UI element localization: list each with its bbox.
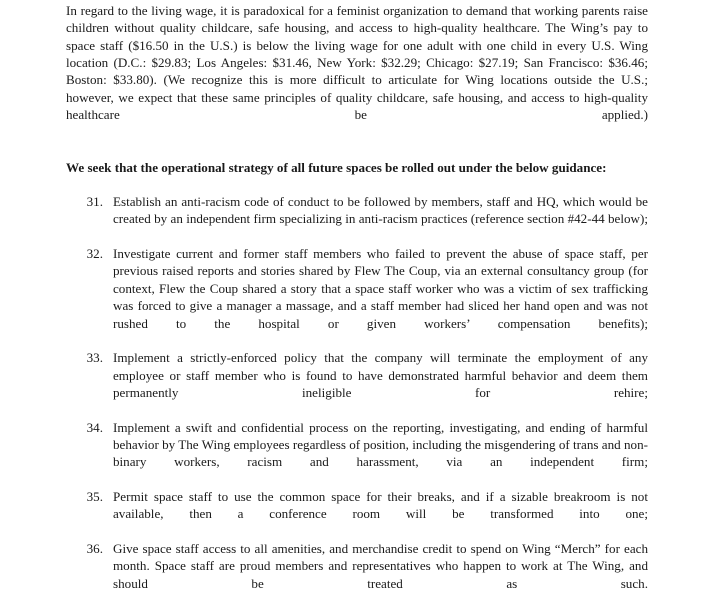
list-item-number: 33. (86, 350, 103, 366)
list-item-text: Permit space staff to use the common space for their breaks, and if a sizable breakroom is not available, then a conference room will be transformed into one; (113, 488, 648, 522)
list-item-text: Investigate current and former staff members who failed to prevent the abuse of space staff, per previous raised reports and stories shared by Flew The Coup, via an external consultancy group (for context, Flew the Coup shared a story that a space staff worker who was a victim of sex trafficking was forced to give a manager a massage, and a staff member had sliced her hand open and was not rushed to the hospital or given workers’ compensation benefits); (113, 246, 648, 331)
list-item (66, 488, 648, 540)
document-content (66, 2, 648, 609)
paragraph-living-wage: In regard to the living wage, it is paradoxical for a feminist organization to demand that working parents raise children without quality childcare, safe housing, and access to high-quality healthcare. The Wing’s pay to space staff ($16.50 in the U.S.) is below the living wage for one adult with one child in every U.S. Wing location (D.C.: $29.83; Los Angeles: $31.46, New York: $32.29; Chicago: $27.19; San Francisco: $36.46; Boston: $33.80). (We recognize this is more difficult to articulate for Wing locations outside the U.S.; however, we expect that these same principles of quality childcare, safe housing, and access to high-quality healthcare be applied.) (66, 3, 648, 123)
list-item-number: 35. (86, 488, 103, 504)
list-item-text: Give space staff access to all amenities, and merchandise credit to spend on Wing “Merch” for each month. Space staff are proud members and representatives who happen to work at The Wing, and should be treated as such. (113, 540, 648, 591)
list-item-text: Establish an anti-racism code of conduct to be followed by members, staff and HQ, which would be created by an independent firm specializing in anti-racism practices (reference section #42-44 below); (113, 194, 648, 227)
list-item-number: 34. (86, 419, 103, 435)
list-item (66, 349, 648, 418)
list-item (66, 419, 648, 488)
list-item-number: 32. (86, 246, 103, 262)
list-item-text: Implement a swift and confidential process on the reporting, investigating, and ending of harmful behavior by The Wing employees regardless of position, including the misgendering of trans and non-binary workers, racism and harassment, via an independent firm; (113, 419, 648, 470)
list-item (66, 193, 648, 245)
list-item-number: 36. (86, 540, 103, 556)
section-heading-guidance: We seek that the operational strategy of all future spaces be rolled out under the below guidance: (66, 159, 607, 175)
list-item-text: Implement a strictly-enforced policy that the company will terminate the employment of any employee or staff member who is found to have demonstrated harmful behavior and deem them permanently ineligible for rehire; (113, 350, 648, 400)
list-item (66, 540, 648, 609)
list-item-number: 31. (86, 194, 103, 210)
list-item (66, 245, 648, 349)
numbered-demand-list (66, 176, 648, 609)
